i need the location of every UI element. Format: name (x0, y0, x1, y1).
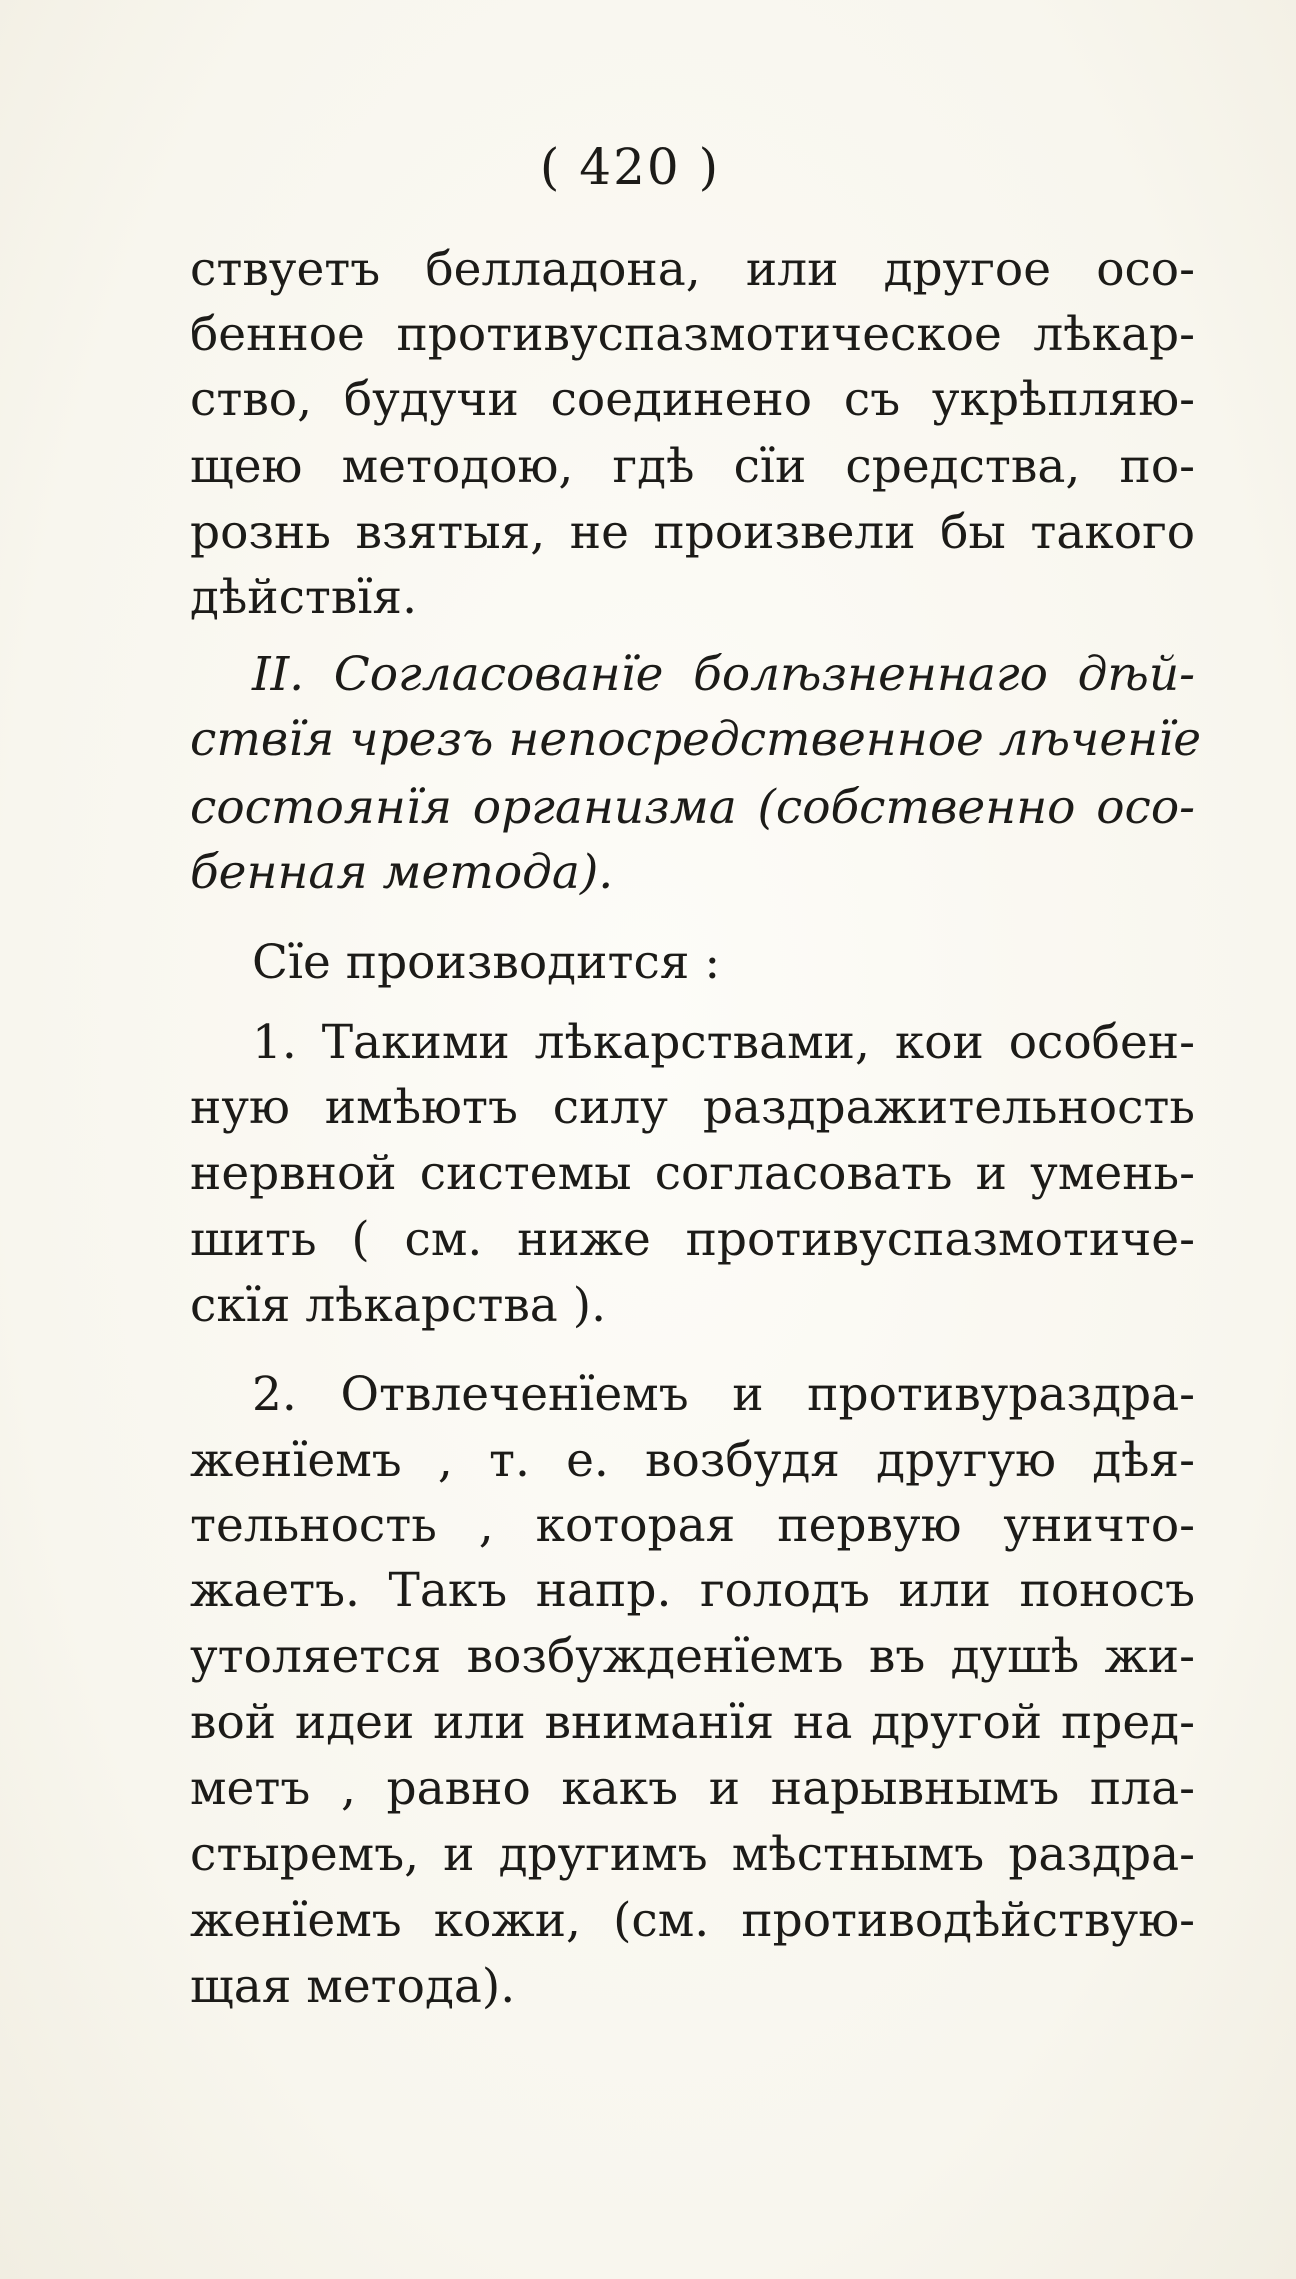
list-item-line: утоляется возбужденїемъ въ душѣ жи- (190, 1629, 1195, 1684)
page-number: ( 420 ) (539, 138, 721, 196)
list-item-line: скїя лѣкарства ). (190, 1278, 607, 1333)
text-line: бенное противуспазмотическое лѣкар- (190, 307, 1195, 362)
section-heading-line: бенная метода). (190, 845, 614, 900)
list-item-line: женїемъ кожи, (см. противодѣйствую- (190, 1893, 1195, 1948)
list-item-line: 2. Отвлеченїемъ и противураздра- (252, 1367, 1195, 1422)
list-item-line: метъ , равно какъ и нарывнымъ пла- (190, 1761, 1195, 1816)
list-item-line: жаетъ. Такъ напр. голодъ или поносъ (190, 1563, 1195, 1618)
text-line: рознь взятыя, не произвели бы такого (190, 505, 1195, 560)
list-item-line: нервной системы согласовать и умень- (190, 1146, 1195, 1201)
text-line: ство, будучи соединено съ укрѣпляю- (190, 372, 1195, 427)
list-item-line: ную имѣютъ силу раздражительность (190, 1080, 1195, 1135)
text-line: Сїе производится : (252, 935, 721, 990)
section-heading-line: состоянїя организма (собственно осо- (190, 780, 1195, 835)
list-item-line: 1. Такими лѣкарствами, кои особен- (252, 1015, 1195, 1070)
list-item-line: шить ( см. ниже противуспазмотиче- (190, 1212, 1195, 1267)
text-line: щею методою, гдѣ сїи средства, по- (190, 439, 1195, 494)
list-item-line: вой идеи или вниманїя на другой пред- (190, 1695, 1195, 1750)
list-item-line: женїемъ , т. е. возбудя другую дѣя- (190, 1433, 1195, 1488)
list-item-line: щая метода). (190, 1959, 516, 2014)
section-heading-line: ствїя чрезъ непосредственное лѣченїе (190, 712, 1202, 767)
section-heading-line: II. Согласованїе болѣзненнаго дѣй- (252, 647, 1195, 702)
text-line: ствуетъ белладона, или другое осо- (190, 242, 1195, 297)
list-item-line: стыремъ, и другимъ мѣстнымъ раздра- (190, 1827, 1195, 1882)
list-item-line: тельность , которая первую уничто- (190, 1498, 1195, 1553)
text-line: дѣйствїя. (190, 570, 418, 625)
